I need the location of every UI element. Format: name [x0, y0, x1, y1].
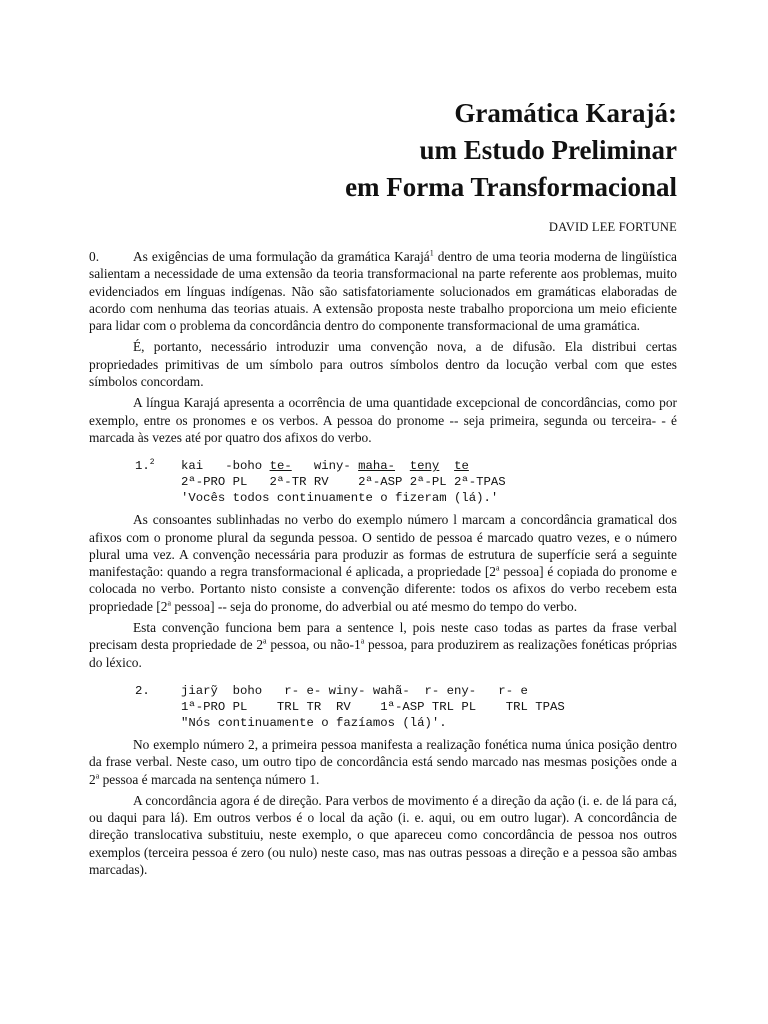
document-body — [89, 248, 677, 882]
morpheme-underlined: te — [454, 459, 469, 474]
example-2-line — [89, 683, 677, 699]
footnote-ref-2: 2 — [149, 458, 155, 468]
superscript-a: a — [263, 636, 267, 646]
superscript-a: a — [496, 563, 500, 573]
example-2-label: 2. — [135, 683, 150, 698]
document-title — [345, 95, 677, 206]
example-2-morphemes: jiarỹ boho r- e- winy- wahã- r- eny- r- e — [181, 683, 528, 698]
example-2-translation: "Nós continuamente o fazíamos (lá)'. — [181, 715, 447, 730]
paragraph-6: No exemplo número 2, a primeira pessoa manifesta a realização fonética numa única posição dentro da frase verbal. Neste caso, um outro tipo de concordância está sendo marcado nas mesmas posições onde a 2$^a$ pessoa é marcada na sentença número 1. — [89, 736, 677, 787]
paragraph-1 — [89, 248, 677, 334]
title-line-3: em Forma Transformacional — [345, 172, 677, 202]
example-1-gloss: 2ª-PRO PL 2ª-TR RV 2ª-ASP 2ª-PL 2ª-TPAS — [181, 475, 506, 490]
morpheme: winy- — [313, 459, 359, 474]
example-2-gloss: 1ª-PRO PL TRL TR RV 1ª-ASP TRL PL TRL TPAS — [181, 699, 565, 714]
superscript-a: a — [360, 636, 365, 646]
morpheme-underlined: teny — [409, 459, 440, 474]
example-1-translation-line — [89, 490, 677, 506]
morpheme: -boho — [225, 459, 270, 474]
section-number: 0. — [89, 249, 100, 264]
example-1 — [89, 458, 677, 506]
author-name: DAVID LEE FORTUNE — [548, 220, 677, 234]
example-1-line — [89, 458, 677, 474]
paragraph-1-text-a: As exigências de uma formulação da gramática Karajá — [133, 249, 430, 264]
paragraph-3: A língua Karajá apresenta a ocorrência de uma quantidade excepcional de concordâncias, como por exemplo, entre os pronomes e os verbos. A pessoa do pronome -- seja primeira, segunda ou terceira- - é marcada às vezes até por quatro dos afixos do verbo. — [89, 395, 677, 445]
superscript-a: a — [167, 598, 172, 608]
example-1-translation: 'Vocês todos continuamente o fizeram (lá).' — [181, 491, 499, 506]
morpheme-underlined: te- — [269, 459, 292, 474]
morpheme: kai — [181, 459, 204, 474]
title-line-1: Gramática Karajá: — [454, 98, 677, 128]
paragraph-1-text-b: dentro de uma teoria moderna de lingüística salientam a necessidade de uma extensão da teoria transformacional na parte referente aos problemas, muito evidenciados em línguas indígenas. Não são satisfatoriamente solucionados em gramáticas elaboradas de acordo com nenhuma das teorias atuais. A extensão proposta neste trabalho proporciona um meio eficiente para lidar com o problema da concordância dentro do componente transformacional de uma gramática. — [89, 249, 677, 334]
title-line-2: um Estudo Preliminar — [419, 135, 677, 165]
paragraph-7: A concordância agora é de direção. Para verbos de movimento é a direção da ação (i. e. de lá para cá, ou daqui para lá). Em outros verbos é o local da ação (i. e. aqui, ou em outro lugar). A concordância de direção translocativa substituiu, neste exemplo, o que apareceu como concordância de pessoa nos outros exemplos (terceira pessoa é zero (ou nulo) neste caso, mas nas outras pessoas a direção e a pessoa são ambas marcadas). — [89, 792, 677, 878]
example-2 — [89, 683, 677, 731]
paragraph-4: As consoantes sublinhadas no verbo do exemplo número l marcam a concordância gramatical dos afixos com o pronome plural da segunda pessoa. O sentido de pessoa é marcado quatro vezes, e o número plural uma vez. A convenção necessária para produzir as formas de estrutura de superfície será a seguinte manifestação: quando a regra transformacional é aplicada, a propriedade [2$^a$ pessoa] é copiada do pronome e colocada no verbo. Portanto nisto consiste a convenção diferente: todos os afixos do verbo recebem esta propriedade [2$^a$ pessoa] -- seja do pronome, do adverbial ou até mesmo do tempo do verbo. — [89, 512, 677, 614]
example-2-gloss-line — [89, 699, 677, 715]
example-1-morphemes — [181, 458, 469, 474]
footnote-ref-1: 1 — [429, 248, 434, 258]
example-1-label: 1.$^2$ — [135, 458, 155, 474]
example-1-gloss-line — [89, 474, 677, 490]
example-2-translation-line — [89, 715, 677, 731]
paragraph-2: É, portanto, necessário introduzir uma convenção nova, a de difusão. Ela distribui certas propriedades primitivas de um símbolo para outros símbolos dentro da locução verbal com que estes símbolos concordam. — [89, 339, 677, 390]
morpheme-underlined: maha- — [358, 459, 396, 474]
superscript-a: a — [95, 771, 100, 781]
paragraph-5: Esta convenção funciona bem para a sentence l, pois neste caso todas as partes da frase verbal precisam desta propriedade de 2$^a$ pessoa, ou não-1$^a$ pessoa, para produzirem as realizações fonéticas próprias do léxico. — [89, 620, 677, 670]
